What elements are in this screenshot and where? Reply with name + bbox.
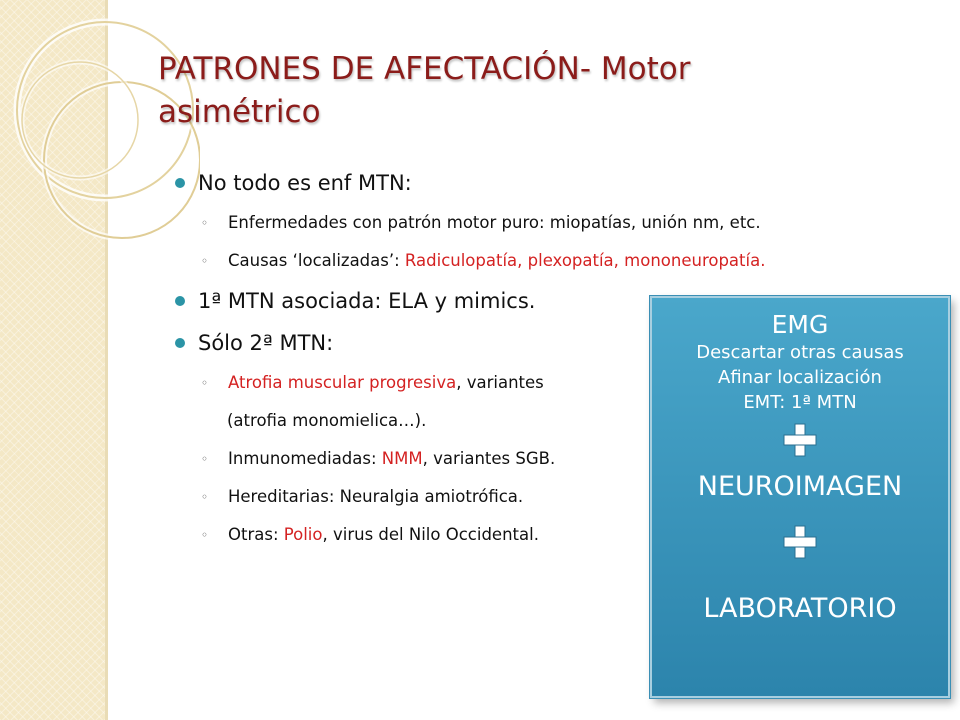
sub-bullet-highlight: Radiculopatía, plexopatía, mononeuropatía. — [404, 251, 766, 270]
sub-bullet-text: Enfermedades con patrón motor puro: miopatías, unión nm, etc. — [228, 213, 761, 232]
sub-bullet-text: Inmunomediadas: — [228, 449, 382, 468]
emg-line-3: EMT: 1ª MTN — [743, 392, 857, 413]
filled-bullet-icon — [175, 296, 185, 306]
emg-line-2: Afinar localización — [718, 367, 882, 388]
slide-title — [158, 48, 918, 134]
sub-bullet-highlight: Polio — [283, 525, 323, 544]
bullet-item — [175, 162, 775, 204]
hollow-bullet-icon: ◦ — [201, 490, 209, 504]
hollow-bullet-icon: ◦ — [201, 254, 209, 268]
hollow-bullet-icon: ◦ — [201, 528, 209, 542]
emg-line-1: Descartar otras causas — [696, 342, 904, 363]
sub-bullet-text: Hereditarias: Neuralgia amiotrófica. — [228, 487, 524, 506]
bullet-text: 1ª MTN asociada: ELA y mimics. — [198, 289, 536, 313]
sub-bullet-text: , virus del Nilo Occidental. — [322, 525, 539, 544]
sub-bullet-text: (atrofia monomielica…). — [227, 411, 427, 430]
sub-bullet-item — [175, 204, 775, 242]
neuroimagen-label: NEUROIMAGEN — [697, 471, 903, 502]
sub-bullet-text: Otras: — [228, 525, 284, 544]
title-line-2: asimétrico — [158, 94, 321, 130]
plus-icon — [783, 525, 817, 559]
sub-bullet-item — [175, 242, 775, 280]
laboratorio-label: LABORATORIO — [703, 593, 897, 624]
sub-bullet-highlight: NMM — [381, 449, 423, 468]
hollow-bullet-icon: ◦ — [201, 452, 209, 466]
bullet-text: Sólo 2ª MTN: — [198, 331, 334, 355]
sub-bullet-text: , variantes — [456, 373, 544, 392]
hollow-bullet-icon: ◦ — [201, 376, 209, 390]
emg-summary-box — [650, 296, 950, 698]
filled-bullet-icon — [175, 338, 185, 348]
sub-bullet-text: , variantes SGB. — [422, 449, 556, 468]
title-line-1: PATRONES DE AFECTACIÓN- Motor — [158, 51, 691, 87]
hollow-bullet-icon: ◦ — [201, 216, 209, 230]
sub-bullet-text: Causas ‘localizadas’: — [228, 251, 405, 270]
filled-bullet-icon — [175, 178, 185, 188]
bullet-text: No todo es enf MTN: — [198, 171, 412, 195]
emg-title: EMG — [771, 310, 829, 339]
sub-bullet-highlight: Atrofia muscular progresiva — [228, 373, 457, 392]
plus-icon — [783, 423, 817, 457]
